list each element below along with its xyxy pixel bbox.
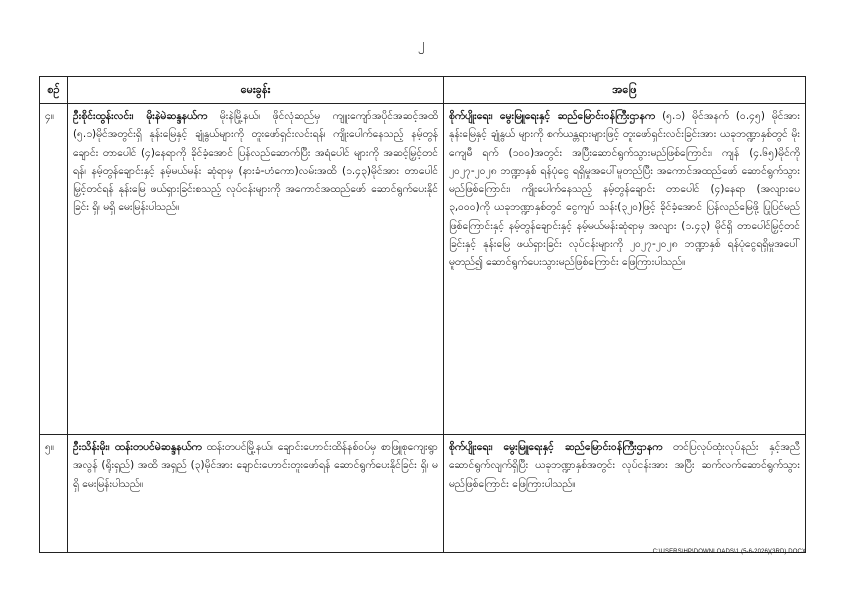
question-asker: ဦးစိုင်းထွန်းလင်း၊ မိုးနဲမဲဆန္ဒနယ်က xyxy=(73,110,208,122)
header-answer: အဖြေ xyxy=(444,77,806,104)
answer-text: (၅.၁) မိုင်အနက် (၀.၄၅) မိုင်အား နုန်းမြေနှင့် ချုံနွယ် များကို စက်ယန္တရားများဖြင့် တူးဖော်ရှင်းလင်းခြင်းအား ယခုဘဏ္ဍာနှစ်တွင် မိုးကျေမီ ရက် (၁၀၀)အတွင်း အပြီးဆောင်ရွက်သွားမည်ဖြစ်ကြောင်း၊ ကျန် (၄.၆၅)မိုင်ကို ၂၀၂၇-၂၀၂၈ ဘဏ္ဍာနှစ် ရန်ပုံငွေ ရရှိမှုအပေါ်မူတည်ပြီး အကောင်အထည်ဖော် ဆောင်ရွက်သွားမည်ဖြစ်ကြောင်း၊ ကျိုးပေါက်နေသည့် နမ့်တွန်ချောင်း တာပေါင် (၄)နေရာ (အလျားပေ ၃,၀၀၀)ကို ယခုဘဏ္ဍာနှစ်တွင် ငွေကျပ် သန်း(၃၂၀)ဖြင့် ခိုင်ခံ့အောင် ပြန်လည်မြေဖို့ ပြုပြင်မည်ဖြစ်ကြောင်းနှင့် နမ့်တွန်ချောင်းနှင့် နမ့်မယ်မန်းဆုံရာမှ အလျား (၁.၄၃) မိုင်ရှိ တာပေါင်မြှင့်တင်ခြင်းနှင့် နုန်းမြေ ဖယ်ရှားခြင်း လုပ်ငန်းများကို ၂၀၂၇-၂၀၂၈ ဘဏ္ဍာနှစ် ရန်ပုံငွေရရှိမှုအပေါ် မူတည်၍ ဆောင်ရွက်ပေးသွားမည်ဖြစ်ကြောင်း ဖြေကြားပါသည်။ xyxy=(449,110,801,269)
table-row xyxy=(40,104,806,435)
question-asker: ဦးသိန်းမိုး၊ ထန်းတပင်မဲဆန္ဒနယ်က xyxy=(73,441,202,453)
file-path-footer: C:\USERS\HP\DOWNLOADS\1.(5-6-2026)(3RD).DOCX xyxy=(652,549,806,555)
qa-table xyxy=(39,76,806,553)
row-number: ၅။ xyxy=(40,435,68,553)
question-text: ထန်းတပင်မြို့နယ်၊ ချောင်းဟောင်းထိန်နစ်ဝပ်မှ စာဖြူစုကျေးရွာအလွန် (ရိုးရှည်) အထိ အရှည် (၃)မိုင်အား ချောင်းဟောင်းတူးဖော်ရန် ဆောင်ရွက်ပေးနိုင်ခြင်း ရှိ၊ မရှိ မေးမြန်းပါသည်။ xyxy=(73,441,438,490)
answer-ministry: စိုက်ပျိုးရေး၊ မွေးမြူရေးနှင့် ဆည်မြောင်းဝန်ကြီးဌာနက xyxy=(449,110,656,122)
answer-cell xyxy=(444,104,806,435)
table-row xyxy=(40,435,806,553)
header-question: မေးခွန်း xyxy=(68,77,444,104)
page-number: ၂ xyxy=(417,36,425,51)
row-number: ၄။ xyxy=(40,104,68,435)
question-cell xyxy=(68,435,444,553)
question-cell xyxy=(68,104,444,435)
question-text: မိုးနဲမြို့နယ်၊ ဖိုင်လုံဆည်မှ ကျူးကျော်အပိုင်အဆင့်အထိ (၅.၁)မိုင်အတွင်းရှိ နုန်းမြေနှင့် ချုံနွယ်များကို တူးဖော်ရှင်းလင်းရန်၊ ကျိုးပေါက်နေသည့် နမ့်တွန်ချောင်း တာပေါင် (၄)နေရာကို ခိုင်ခံ့အောင် ပြန်လည်ဆောက်ပြီး အရံပေါင် များကို အဆင့်မြှင့်တင်ရန်၊ နမ့်တွန်ချောင်းနှင့် နမ့်မယ်မန်း ဆုံရာမှ (နားခံ-ဟံကော)လမ်းအထိ (၁.၄၃)မိုင်အား တာပေါင်မြှင့်တင်ရန် နုန်းမြေ ဖယ်ရှားခြင်းစသည့် လုပ်ငန်းများကို အကောင်အထည်ဖော် ဆောင်ရွက်ပေးနိုင်ခြင်း ရှိ၊ မရှိ မေးမြန်းပါသည်။ xyxy=(73,110,438,214)
answer-ministry: စိုက်ပျိုးရေး၊ မွေးမြူရေးနှင့် ဆည်မြောင်းဝန်ကြီးဌာနက xyxy=(449,441,663,453)
answer-cell xyxy=(444,435,806,553)
answer-text: တင်ပြလုပ်ထုံးလုပ်နည်း နှင့်အညီ ဆောင်ရွက်လျက်ရှိပြီး ယခုဘဏ္ဍာနှစ်အတွင်း လုပ်ငန်းအား အပြီး ဆက်လက်ဆောင်ရွက်သွားမည်ဖြစ်ကြောင်း ဖြေကြားပါသည်။ xyxy=(449,441,800,490)
header-number: စဉ် xyxy=(40,77,68,104)
table-header-row xyxy=(40,77,806,104)
